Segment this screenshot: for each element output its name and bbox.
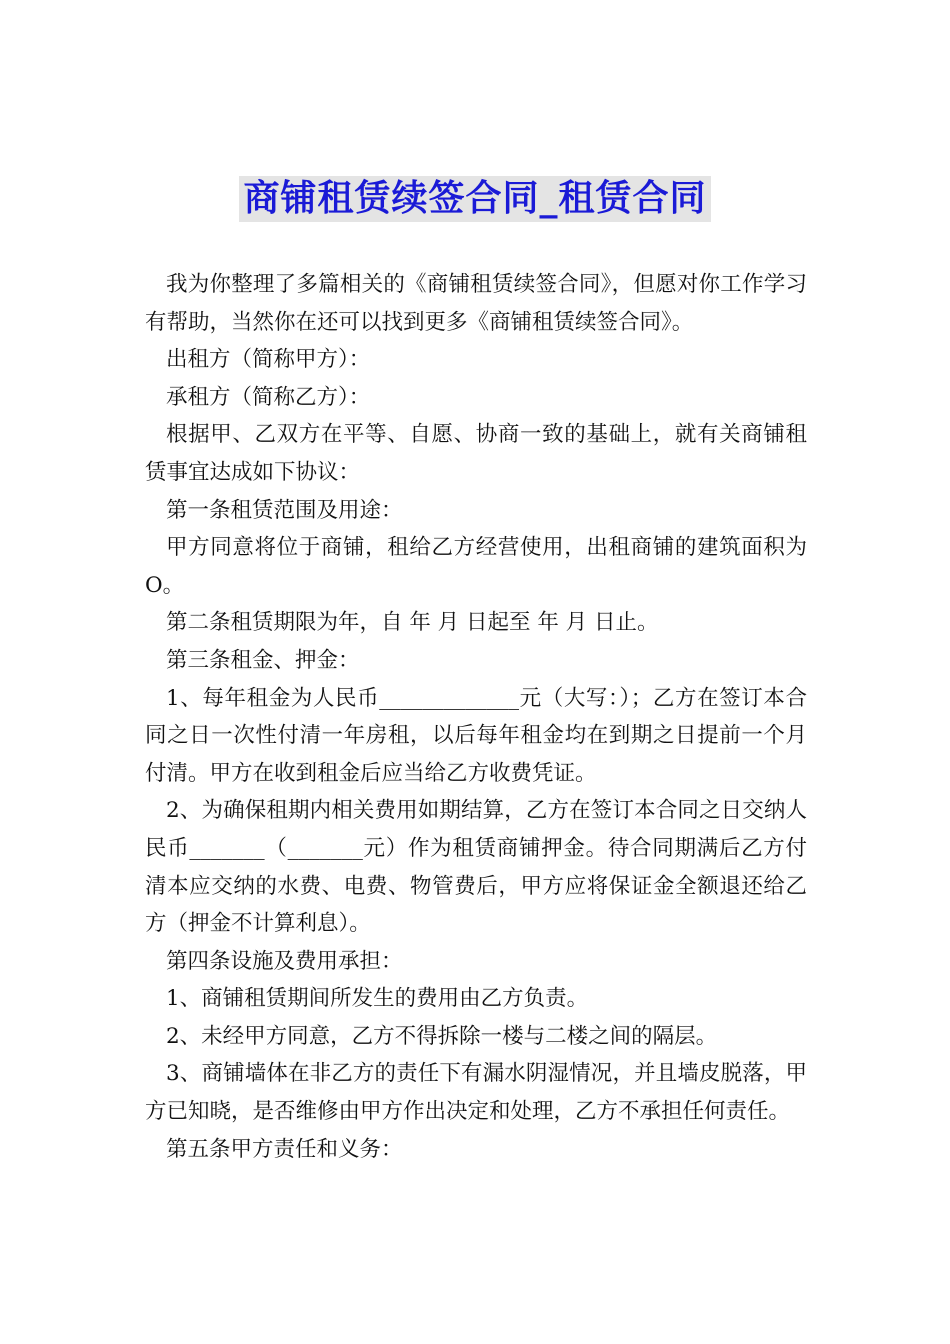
article-1-clause: 甲方同意将位于商铺，租给乙方经营使用，出租商铺的建筑面积为O。: [145, 535, 807, 598]
article-5-heading: 第五条甲方责任和义务：: [166, 1136, 403, 1162]
article-4-item-3: 3、商铺墙体在非乙方的责任下有漏水阴湿情况，并且墙皮脱落，甲方已知晓，是否维修由甲方作出决定和处理，乙方不承担任何责任。: [145, 1061, 807, 1125]
intro-paragraph: 我为你整理了多篇相关的《商铺租赁续签合同》，但愿对你工作学习有帮助，当然你在还可以找到更多《商铺租赁续签合同》。: [145, 272, 807, 335]
article-2-clause: 第二条租赁期限为年，自 年 月 日起至 年 月 日止。: [166, 610, 659, 636]
article-3-item-1: 1、每年租金为人民币_____________元（大写：）；乙方在签订本合同之日一次性付清一年房租，以后每年租金均在到期之日提前一个月付清。甲方在收到租金后应当给乙方收费凭证。: [145, 685, 807, 786]
title-container: [0, 176, 950, 222]
document-body: [145, 266, 807, 1168]
lessor-line: 出租方（简称甲方）：: [166, 347, 371, 373]
lessee-line: 承租方（简称乙方）：: [166, 384, 371, 410]
article-3-heading: 第三条租金、押金：: [166, 647, 360, 673]
article-3-item-2: 2、为确保租期内相关费用如期结算，乙方在签订本合同之日交纳人民币_______（_______元）作为租赁商铺押金。待合同期满后乙方付清本应交纳的水费、电费、物管费后，甲方应将保证金全额退还给乙方（押金不计算利息）。: [145, 798, 807, 937]
article-4-item-1: 1、商铺租赁期间所发生的费用由乙方负责。: [166, 986, 589, 1012]
article-1-heading: 第一条租赁范围及用途：: [166, 497, 403, 523]
agreement-preamble: 根据甲、乙双方在平等、自愿、协商一致的基础上，就有关商铺租赁事宜达成如下协议：: [145, 422, 807, 485]
document-title: 商铺租赁续签合同_租赁合同: [239, 176, 710, 222]
article-4-heading: 第四条设施及费用承担：: [166, 948, 403, 974]
article-4-item-2: 2、未经甲方同意，乙方不得拆除一楼与二楼之间的隔层。: [166, 1023, 718, 1049]
